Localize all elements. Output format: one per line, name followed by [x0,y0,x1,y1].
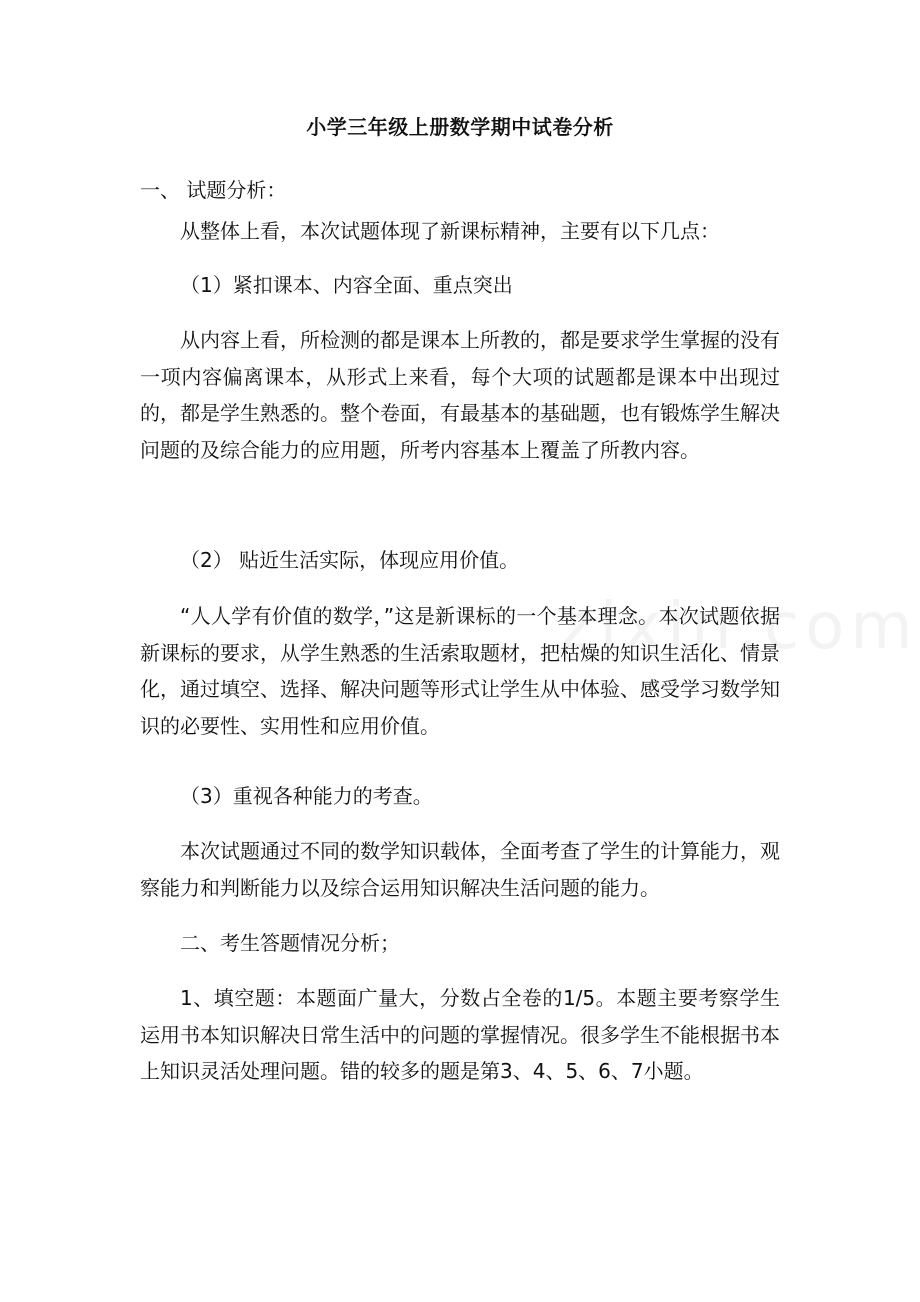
point-3-heading: （3）重视各种能力的考查。 [180,784,433,808]
point-2-heading: （2） 贴近生活实际，体现应用价值。 [180,548,520,572]
point-2-body: “人人学有价值的数学，”这是新课标的一个基本理念。本次试题依据新课标的要求，从学生熟悉的生活索取题材，把枯燥的知识生活化、情景化，通过填空、选择、解决问题等形式让学生从中体验、感受学习数学知识的必要性、实用性和应用价值。 [140,604,780,738]
document-title: 小学三年级上册数学期中试卷分析 [306,115,614,139]
point-3-body: 本次试题通过不同的数学知识载体，全面考查了学生的计算能力，观察能力和判断能力以及综合运用知识解决生活问题的能力。 [140,839,780,900]
point-1-heading: （1）紧扣课本、内容全面、重点突出 [180,273,513,297]
watermark [560,590,920,664]
item-1-body: 1、填空题：本题面广量大，分数占全卷的1/5。本题主要考察学生运用书本知识解决日常生活中的问题的掌握情况。很多学生不能根据书本上知识灵活处理问题。错的较多的题是第3、4、5、6、7小题。 [140,986,780,1083]
point-1-body: 从内容上看，所检测的都是课本上所教的，都是要求学生掌握的没有一项内容偏离课本，从形式上来看，每个大项的试题都是课本中出现过的，都是学生熟悉的。整个卷面，有最基本的基础题，也有锻炼学生解决问题的及综合能力的应用题，所考内容基本上覆盖了所教内容。 [140,328,780,462]
section-heading-analysis: 一、 试题分析： [140,178,287,202]
intro-paragraph: 从整体上看，本次试题体现了新课标精神，主要有以下几点： [180,219,720,243]
section-heading-answers: 二、考生答题情况分析； [180,931,400,955]
